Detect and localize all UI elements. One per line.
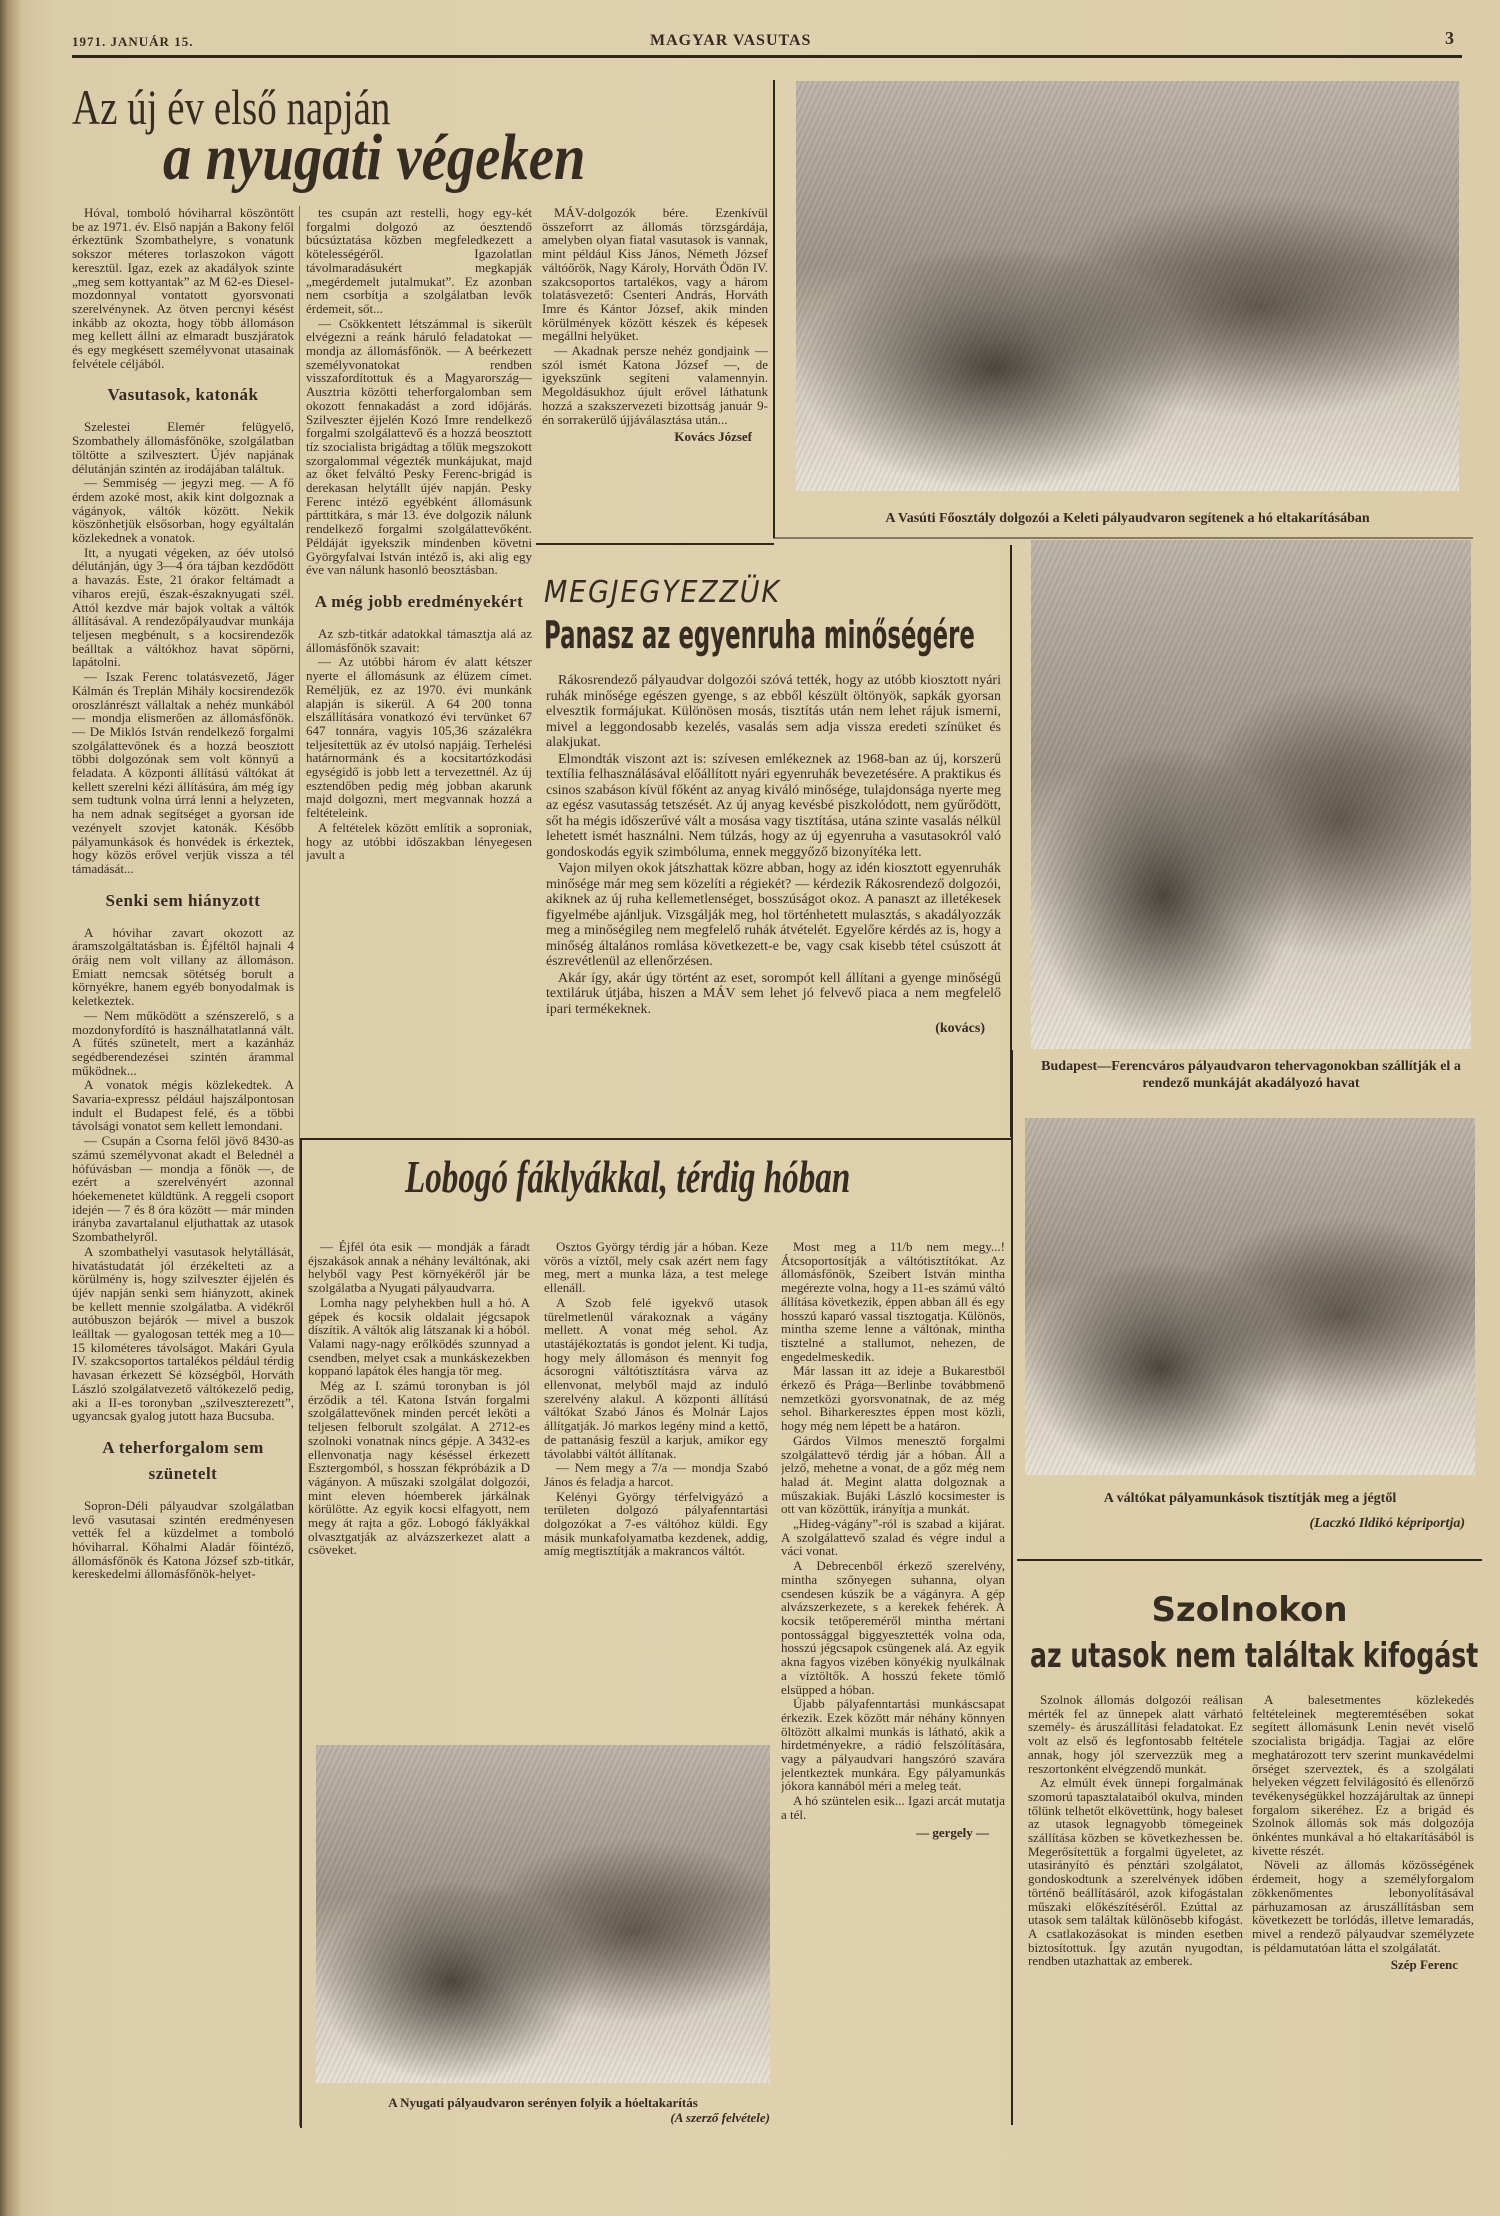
paragraph: Az szb-titkár adatokkal támasztja alá az állomásfőnök szavait: bbox=[306, 625, 532, 655]
photo-credit: (Laczkó Ildikó képriportja) bbox=[1309, 1516, 1465, 1531]
note-title: Panasz az egyenruha minőségére bbox=[544, 613, 975, 657]
paragraph: — Nem megy a 7/a — mondja Szabó János és feladja a harcot. bbox=[544, 1460, 768, 1489]
paragraph: A Szob felé igyekvő utasok türelmetlenül várakoznak a vágány mellett. A vonat még sehol. Az utastájékoztatás is gondot jelent. Ki tudja, hogy mely állomáson és mennyit fog ácsorogni váltótisztításra várva az ellenvonat, melyből majd az induló szerelvény alakul. A központi állítású váltókat Szabó János és Molnár Lajos állítgatják. Jó markos legény mind a kettő, de pattanásig feszül a karjuk, amikor egy távolabbi váltót állítanak. bbox=[544, 1294, 768, 1461]
paragraph: Kelényi György térfelvigyázó a területen dolgozó pályafenntartási dolgozókat a 7-es váltóhoz küldi. Egy másik munkafolyamatba kezdenek, addig, amíg megtisztítják a makrancos váltót. bbox=[544, 1488, 768, 1559]
section-rule bbox=[1017, 1559, 1482, 1561]
paragraph: Akár így, akár úgy történt az eset, sorompót kell állítani a gyenge minőségű textiláruk útjába, hiszen a MÁV sem lehet jó felvevő piaca a nem megfelelő ipari termékeknek. bbox=[546, 970, 1001, 1017]
paragraph: — Semmiség — jegyzi meg. — A fő érdem azoké most, akik kint dolgoznak a vágányok, váltók között. Nekik köszönhetjük elsősorban, hogy egyáltalán közlekednek a vonatok. bbox=[72, 475, 294, 546]
note-body bbox=[546, 673, 1001, 1133]
paragraph: Sopron-Déli pályaudvar szolgálatban levő vasutasai szintén eredményesen vették fel a küzdelmet a tomboló hóviharral. Kőhalmi Aladár főintéző, állomásfőnök és Katona József szb-titkár, kereskedelmi állomásfőnök-helyet- bbox=[72, 1497, 294, 1582]
issue-date: 1971. JANUÁR 15. bbox=[72, 34, 194, 49]
subheading: A még jobb eredményekért bbox=[314, 591, 524, 611]
paragraph: — Nem működött a szénszerelő, s a mozdonyfordító is használhatatlanná vált. A fűtés szünetelt, mert a kazánház segédberendezései szintén árammal működnek... bbox=[72, 1007, 294, 1078]
photo-switch-cleaning bbox=[1025, 1118, 1475, 1475]
paragraph: Gárdos Vilmos menesztő forgalmi szolgálattevő térdig jár a hóban. Áll a jelző, mehetne a vonat, de a gőz még nem halad át. Megint alatta dolgoznak a műszakiak. Bujáki László kocsimester is ott van közöttük, irányítja a munkát. bbox=[781, 1432, 1005, 1517]
paragraph: Rákosrendező pályaudvar dolgozói szóvá tették, hogy az utóbb kiosztott nyári ruhák minősége egészen gyenge, s az ebből készült öltönyök, sapkák gyorsan elvesztik formájukat. Különösen mosás, tisztítás után nem lehet rájuk ismerni, mivel a leggondosabb kezelés, vasalás sem adja vissza eredeti színüket és alakjukat. bbox=[546, 673, 1001, 750]
photo-caption: A Nyugati pályaudvaron serényen folyik a hóeltakarítás bbox=[388, 2095, 698, 2110]
paragraph: — Éjfél óta esik — mondják a fáradt éjszakások annak a néhány leváltónak, aki helyből vagy Pest környékéről jár be szolgálatba a Nyugati pályaudvarra. bbox=[308, 1240, 530, 1296]
paragraph: MÁV-dolgozók bére. Ezenkívül összeforrt az állomás törzsgárdája, amelyben olyan fiatal vasutasok is vannak, mint például Kiss János, Németh József váltóőrök, Nagy Károly, Horváth Ödön IV. szakcsoportos tartalékos, vagy a három tolatásvezető: Csenteri András, Horváth Imre és Kántor József, akik minden körülmények között készek és képesek megállni helyüket. bbox=[542, 206, 768, 344]
paragraph: tes csupán azt restelli, hogy egy-két forgalmi dolgozó az óesztendő búcsúztatása közben megfeledkezett a kötelességéről. Igazolatlan távolmaradásukért megkapják „megérdemelt jutalmukat”. Ez azonban nem csorbítja a szolgálatban levők érdemeit, sőt... bbox=[306, 206, 532, 316]
paragraph: Még az I. számú toronyban is jól érződik a tél. Katona István forgalmi szolgálattevőnek minden percét leköti a teljesen felborult szolgálat. A 2712-es szolnoki vonatnak nincs gépje. A 3432-es ellenvonatja nagy késéssel érkezett Esztergomból, s hosszan fékpróbázik a D vágányon. A műszaki szolgálat dolgozói, mint eleven hóemberek járkálnak körülötte. Az egyik kocsi elfagyott, nem megy át rajta a gőz. Lobogó fáklyákkal olvasztgatják az alvázszerkezet alatt a csöveket. bbox=[308, 1378, 530, 1558]
header-rule bbox=[72, 55, 1462, 58]
article-column-2 bbox=[306, 206, 532, 1136]
photo-ferencvaros-wagons bbox=[1031, 540, 1471, 1049]
paragraph: Itt, a nyugati végeken, az óév utolsó délutánján, úgy 3—4 óra tájban kezdődött a havazás. Este, 21 órakor feltámadt a viharos erejű, észak-északnyugati szél. Attól kezdve már bajok voltak a váltók állításával. A rendezőpályaudvar munkája teljesen megbénult, s a kocsirendezők beálltak a váltókhoz havat söpörni, lapátolni. bbox=[72, 544, 294, 670]
paragraph: Hóval, tomboló hóviharral köszöntött be az 1971. év. Első napján a Bakony felől érkeztünk Szombathelyre, s vonatunk sokszor méteres torlaszokon vágott keresztül. Igaz, ezek az akadályok szinte „meg sem kottyantak” az M 62-es Diesel-mozdonnyal vontatott gyorsvonati szerelvénynek. Az ötven percnyi késést inkább az okozta, hogy több állomáson meg kellett állni az elmaradt buszjáratok és egy megkésett személyvonat utasainak felvétele céljából. bbox=[72, 206, 294, 371]
newspaper-name: MAGYAR VASUTAS bbox=[650, 32, 812, 49]
szolnok-column-1 bbox=[1028, 1693, 1243, 2123]
paragraph: — Az utóbbi három év alatt kétszer nyerte el állomásunk az élüzem címet. Reméljük, ez az 1970. évi munkánk alapján is sikerül. A 64 200 tonna elszállítására vonatkozó évi tervünket 67 647 tonnára, vagyis 105,36 százalékra teljesítettük az év utolsó napjáig. Terhelési határnormánk és a kocsitartózkodási egységidő is jobb lett a tervezettnél. Az új esztendőben pedig még jobban akarunk majd dolgozni, mert megvannak hozzá a feltételeink. bbox=[306, 654, 532, 821]
paragraph: Szelestei Elemér felügyelő, Szombathely állomásfőnöke, szolgálatban töltötte a szilvesztert. Újév napjának délutánján szintén az irodájában találtuk. bbox=[72, 419, 294, 476]
note-kicker: MEGJEGYEZZÜK bbox=[544, 575, 781, 610]
paragraph: — Iszak Ferenc tolatásvezető, Jáger Kálmán és Treplán Mihály kocsirendezők oroszlánrészt vállaltak a nehéz munkából — mondja elismerően az állomásfőnök. — De Miklós István rendelkező forgalmi szolgálattevőnek és a hozzá beosztott többi dolgozónak sem volt könnyű a feladata. A központi állítású váltókat át kellett szerelni kézi állításúra, ám még így sem tudtunk volna úrrá lenni a helyzeten, ha nem adnak segítséget a gyorsan ide vezényelt szovjet katonák. Később pályamunkások és honvédek is érkeztek, hogy közös erővel verjük vissza a tél támadását... bbox=[72, 669, 294, 876]
column-divider bbox=[773, 80, 775, 538]
photo-credit: (A szerző felvétele) bbox=[670, 2110, 770, 2125]
column-divider bbox=[300, 1138, 302, 2128]
byline: — gergely — bbox=[916, 1824, 989, 1840]
paragraph: Most meg a 11/b nem megy...! Átcsoportosítják a váltótisztítókat. Az állomásfőnök, Szeibert István mintha megérezte volna, hogy a 11-es számú váltó állítása következik, éppen abban áll és egy hosszú kaparó vassal tisztogatja. Különös, mintha szeme lenne a váltónak, mintha tisztelné a stallumot, nehezen, de engedelmeskedik. bbox=[781, 1240, 1005, 1364]
paragraph: Az elmúlt évek ünnepi forgalmának szomorú tapasztalataiból okulva, minden tőlünk telhetőt elkövettünk, hogy baleset az utasok legnagyobb tömegeinek szállítása közben se következhessen be. Megerősítettük a forgalmi ügyeletet, az utasirányító és pénztári szolgálatot, gondoskodtunk a szerelvények időben történő beállításáról, azok kifogástalan műszaki előkészítéséről. Ezúttal az utasok sem találtak különösebb kifogást. A csatlakozásokat is minden esetben biztosítottuk. Így azután nyugodtan, rendben utazhattak az emberek. bbox=[1028, 1775, 1243, 1969]
szolnok-title-line1: Szolnokon bbox=[1151, 1590, 1348, 1630]
szolnok-title-line2: az utasok nem találtak kifogást bbox=[1030, 1636, 1479, 1676]
paragraph: Osztos György térdig jár a hóban. Keze vörös a víztől, mely csak azért nem fagy meg, mert a munka láza, a test melege ellenáll. bbox=[544, 1240, 768, 1296]
subheading: Vasutasok, katonák bbox=[107, 385, 259, 405]
paragraph: Szolnok állomás dolgozói reálisan mérték fel az ünnepek alatt várható személy- és áruszállítási feladatokat. Ez volt az első és legfontosabb feltétele annak, hogy jól szervezzük meg a reszortonként elvégzendő munkát. bbox=[1028, 1693, 1243, 1776]
subheading: A teherforgalom sem szünetelt bbox=[102, 1437, 264, 1483]
paragraph: — Csökkentett létszámmal is sikerült elvégezni a reánk háruló feladatokat — mondja az állomásfőnök. — A beérkezett személyvonatokat rendben visszafordítottuk és a Magyarország—Ausztria közötti teherforgalomban sem okozott fennakadást a zord időjárás. Szilveszter éjjelén Kozó Imre rendelkező forgalmi szolgálattevő és a hozzá beosztott tíz szocialista brigádtag a tőlük megszokott szorgalommal végezték munkájukat, majd az őket felváltó Pesky Ferenc-brigád is derekasan helytállt újév napján. Pesky Ferenc intéző egyébként állomásunk párttitkára, s már 13. éve dolgozik nálunk rendelkező forgalmi szolgálattevőként. Példáját igyekszik mindenben követni Györgyfalvai István intéző is, aki alig egy éve van nálunk hasonló beosztásban. bbox=[306, 315, 532, 578]
section-rule bbox=[300, 1138, 1012, 1140]
lobogo-column-3 bbox=[781, 1240, 1005, 2130]
byline: Kovács József bbox=[674, 429, 752, 445]
byline: (kovács) bbox=[935, 1021, 985, 1036]
photo-caption: A Vasúti Főosztály dolgozói a Keleti pályaudvaron segítenek a hó eltakarításában bbox=[885, 511, 1370, 526]
photo-nyugati-snow bbox=[316, 1745, 770, 2083]
column-divider bbox=[1011, 1050, 1013, 2125]
page-number: 3 bbox=[1445, 28, 1455, 48]
article-column-1 bbox=[72, 206, 294, 2126]
paragraph: A balesetmentes közlekedés feltételeinek megteremtésében sokat segített állomásunk Lenin nevét viselő szocialista brigádja. Tagjai az előre meghatározott terv szerint munkavédelmi őrséget szerveztek, és a szolgálati helyeken végzett felvilágosító és ellenőrző tevékenységükkel hozzájárultak az ünnepi forgalom sikeréhez. Ez a brigád és Szolnok állomás sok más dolgozója önkéntes munkával a hó eltakarításából is kivette részét. bbox=[1252, 1693, 1474, 1858]
paragraph: Már lassan itt az ideje a Bukarestből érkező és Prága—Berlinbe továbbmenő nemzetközi gyorsvonatnak, de az még sehol. Biharkeresztes éppen most közli, hogy még nem lépett be a határon. bbox=[781, 1363, 1005, 1434]
photo-keleti-snow-clearing bbox=[796, 81, 1459, 491]
paragraph: Növeli az állomás közösségének érdemeit, hogy a személyforgalom zökkenőmentes lebonyolításával párhuzamosan az áruszállításban sem következett be torlódás, illetve lemaradás, mivel a rendező pályaudvar személyzete is példamutatóan látta el szolgálatát. bbox=[1252, 1857, 1474, 1955]
paragraph: A vonatok mégis közlekedtek. A Savaria-expressz például hajszálpontosan indult el Budapest felé, és a többi távolsági vonatot sem kellett lemondani. bbox=[72, 1077, 294, 1134]
photo-caption: A váltókat pályamunkások tisztítják meg a jégtől bbox=[1103, 1491, 1397, 1506]
paragraph: Elmondták viszont azt is: szívesen emlékeznek az 1968-ban az új, korszerű textília felhasználásával előállított nyári egyenruhák bevezetésére. A praktikus és csinos szabáson kívül főként az anyag kiváló minősége, tulajdonsága nyerte meg az egész vasutasság tetszését. Az új anyag kevésbé piszkolódott, nem gyűrődött, sőt ha mégis időszerűvé vált a mosása vagy tisztítása, utána szinte vasalás nélkül lehetett ismét használni. Nem túlzás, hogy az új egyenruha a vasutasokról való gondoskodás egyik szimbóluma, ennek meggyőző bizonyítéka lett. bbox=[546, 751, 1001, 860]
article-title-line2: a nyugati végeken bbox=[163, 121, 586, 194]
paragraph: A feltételek között említik a soproniak, hogy az utóbbi időszakban lényegesen javult a bbox=[306, 819, 532, 863]
article-title-line1: Az új év első napján bbox=[72, 79, 391, 135]
paragraph: Újabb pályafenntartási munkáscsapat érkezik. Ezek között már néhány könnyen öltözött alkalmi munkás is látható, akik a hirdetményekre, a rádió felszólítására, vagy a pályaudvari hangszóró szavára jelentkeztek munkára. Egy pályamunkás jókora kannából méri a meleg teát. bbox=[781, 1696, 1005, 1794]
paragraph: „Hideg-vágány”-ról is szabad a kijárat. A szolgálattevő szalad és végre indul a váci vonat. bbox=[781, 1516, 1005, 1559]
paragraph: — Csupán a Csorna felől jövő 8430-as számú személyvonat akadt el Belednél a hófúvásban — mondja a főnök —, de ezért a szerelvényért azonnal hóekemenetet küldtünk. A reggeli csoport idején — 7 és 8 óra között — már minden irányba zavartalanul eljuthattak az utasok Szombathelyről. bbox=[72, 1133, 294, 1245]
paragraph: A szombathelyi vasutasok helytállását, hivatástudatát jól érzékelteti az a körülmény is, hogy szilveszter éjjelén és újév napján senki sem hiányzott, akinek be kellett mennie szolgálatba. A vidékről autóbuszon bejárók — mivel a buszok leálltak — gyalogosan tették meg a 10—15 kilométeres távolságot. Makári Gyula IV. szakcsoportos tartalékos például térdig havasan érkezett Sé községből, Horváth László szolgálatvezető váltókezelő pedig, aki a II-es toronyban „szilveszterezett”, ugyancsak gyalog jutott haza Bucsuba. bbox=[72, 1243, 294, 1424]
paragraph: A Debrecenből érkező szerelvény, mintha szőnyegen suhanna, olyan csendesen kúszik be a vágányra. A gép alvázszerkezete, s a kerekek fehérek. A kocsik tetőpereméről mintha mértani pontossággal biggyesztették volna oda, hosszú jégcsapok csüngenek alá. Az egyik akna fagyos vizében könyékig nyulkálnak a víztöltők. A hosszú fekete tömlő elsüpped a hóban. bbox=[781, 1558, 1005, 1697]
lobogo-title: Lobogó fáklyákkal, térdig hóban bbox=[405, 1151, 851, 1202]
subheading: Senki sem hiányzott bbox=[105, 890, 261, 910]
paragraph: Vajon milyen okok játszhattak közre abban, hogy az idén kiosztott egyenruhák minősége már meg sem közelíti a régiekét? — kérdezik Rákosrendező dolgozói, akiknek az új ruha kellemetlenséget, bosszúságot okoz. A panaszt az illetékesek figyelmébe ajánljuk. Vizsgálják meg, hol történhetett mulasztás, s akadályozzák meg a minőségileg nem megfelelő ruhák átvételét. Egyelőre kérdés az is, hogy a minőség általános romlása következett-e be, vagy csak kisebb tétel csúszott át észrevétlenül az ellenőrzésen. bbox=[546, 861, 1001, 969]
lobogo-column-1 bbox=[308, 1240, 530, 1728]
lobogo-column-2 bbox=[544, 1240, 768, 1728]
paragraph: A hó szüntelen esik... Igazi arcát mutatja a tél. bbox=[781, 1793, 1005, 1822]
note-box bbox=[536, 545, 1012, 1137]
section-rule bbox=[773, 537, 1473, 539]
paragraph: — Akadnak persze nehéz gondjaink — szól ismét Katona József —, de igyekszünk segíteni valamennyin. Megoldásukhoz újult erővel láthatunk hozzá a szakszervezeti bizottság január 9-én sorrakerülő újjáválasztása után... bbox=[542, 343, 768, 427]
paragraph: Lomha nagy pelyhekben hull a hó. A gépek és kocsik oldalait jégcsapok díszítik. A váltók alig látszanak ki a hóból. Valami nagy-nagy erőlködés szunnyad a csendben, melyet csak a munkáskezekben koppanó lapátok éles hangja tör meg. bbox=[308, 1294, 530, 1379]
photo-caption: Budapest—Ferencváros pályaudvaron tehervagonokban szállítják el a rendező munkáját akadályozó havat bbox=[1041, 1059, 1461, 1091]
szolnok-column-2 bbox=[1252, 1693, 1474, 2123]
byline: Szép Ferenc bbox=[1390, 1957, 1458, 1973]
paragraph: A hóvihar zavart okozott az áramszolgáltatásban is. Éjféltől hajnali 4 óráig nem volt villany az állomáson. Emiatt nemcsak sötétség borult a környékre, hanem egyéb bonyodalmak is keletkeztek. bbox=[72, 924, 294, 1009]
article-column-3 bbox=[542, 206, 768, 536]
